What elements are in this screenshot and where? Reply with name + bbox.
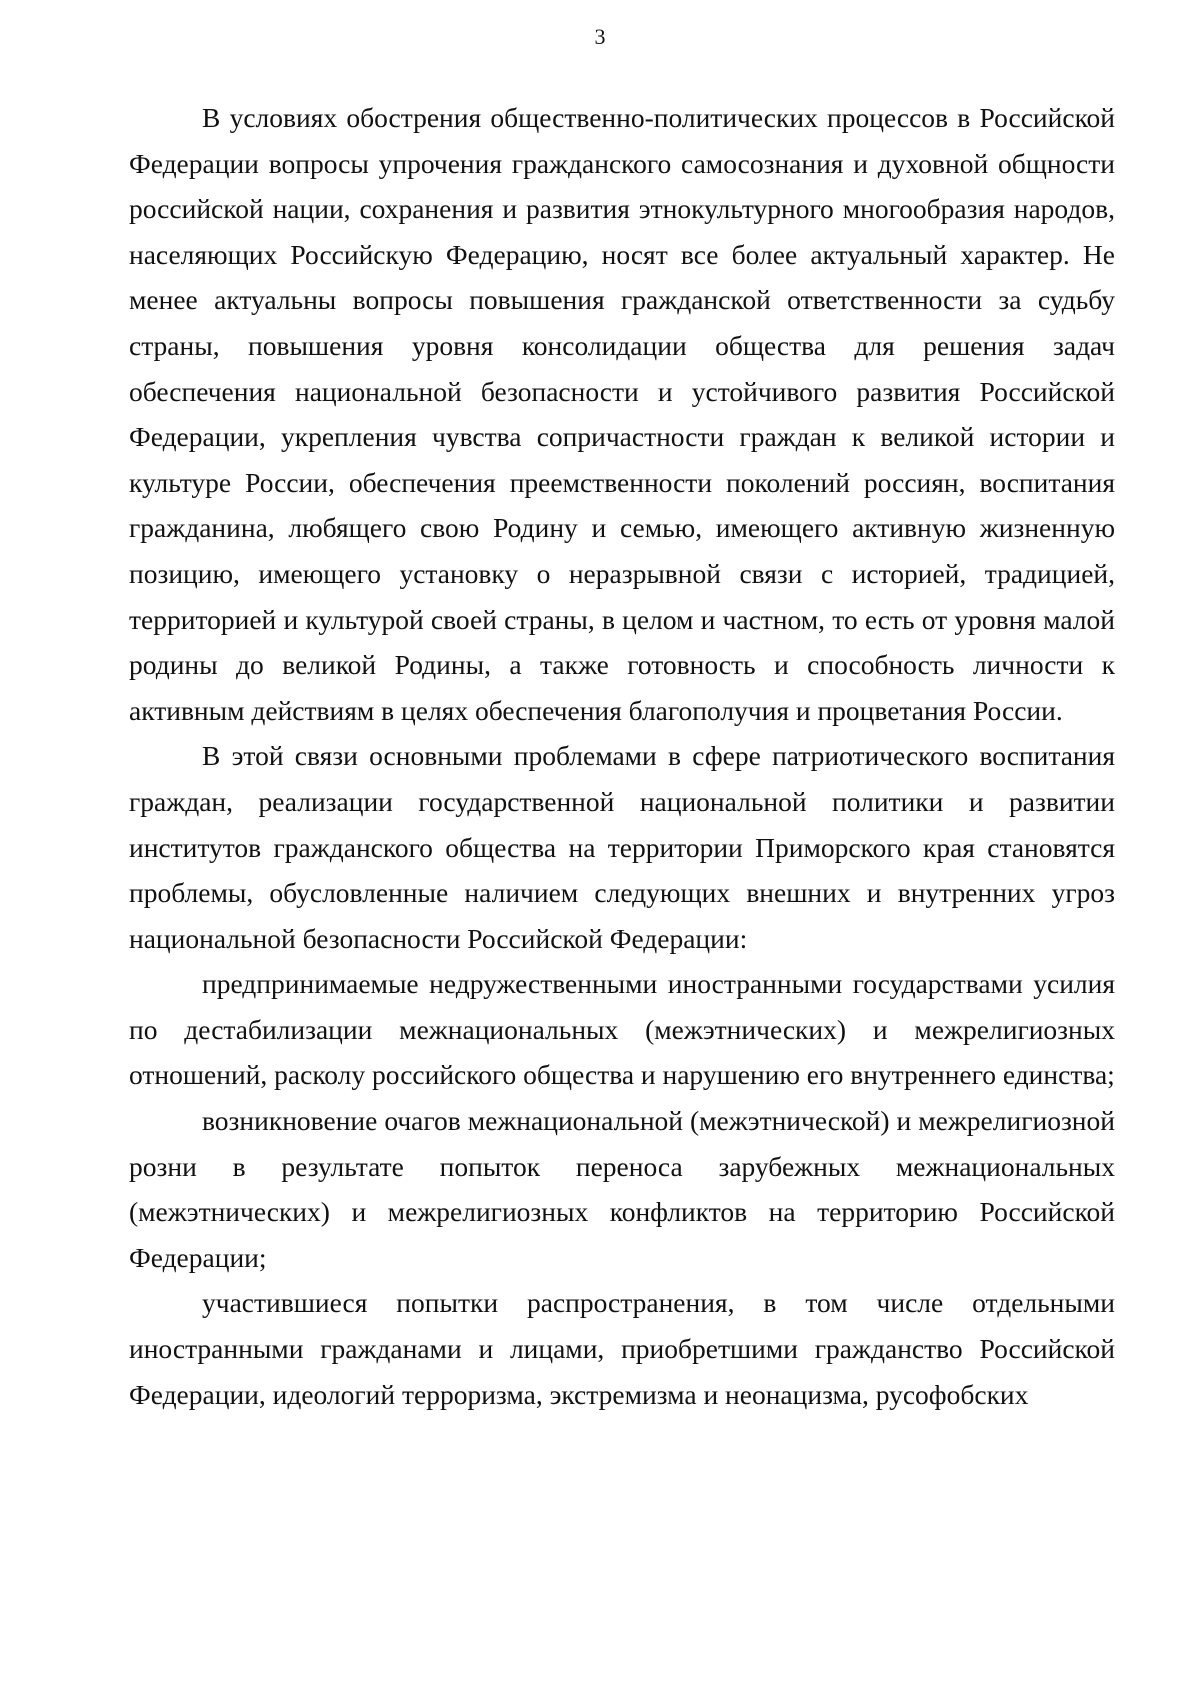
page-number: 3 (594, 24, 606, 49)
paragraph-intro: В условиях обострения общественно-политических процессов в Российской Федерации вопросы упрочения гражданского самосознания и духовной общности российской нации, сохранения и развития этнокультурного многообразия народов, населяющих Российскую Федерацию, носят все более актуальный характер. Не менее актуальны вопросы повышения гражданской ответственности за судьбу страны, повышения уровня консолидации общества для решения задач обеспечения национальной безопасности и устойчивого развития Российской Федерации, укрепления чувства сопричастности граждан к великой истории и культуре России, обеспечения преемственности поколений россиян, воспитания гражданина, любящего свою Родину и семью, имеющего активную жизненную позицию, имеющего установку о неразрывной связи с историей, традицией, территорией и культурой своей страны, в целом и частном, то есть от уровня малой родины до великой Родины, а также готовность и способность личности к активным действиям в целях обеспечения благополучия и процветания России. (129, 102, 1115, 726)
paragraph-threat-destabilization: предпринимаемые недружественными иностранными государствами усилия по дестабилизации межнациональных (межэтнических) и межрелигиозных отношений, расколу российского общества и нарушению его внутреннего единства; (129, 968, 1115, 1091)
paragraph-threat-ideologies: участившиеся попытки распространения, в том числе отдельными иностранными гражданами и лицами, приобретшими гражданство Российской Федерации, идеологий терроризма, экстремизма и неонацизма, русофобских (129, 1287, 1115, 1410)
paragraph-threat-conflicts: возникновение очагов межнациональной (межэтнической) и межрелигиозной розни в результате попыток переноса зарубежных межнациональных (межэтнических) и межрелигиозных конфликтов на территорию Российской Федерации; (129, 1105, 1115, 1273)
document-body (129, 95, 1115, 1417)
paragraph-problems: В этой связи основными проблемами в сфере патриотического воспитания граждан, реализации государственной национальной политики и развитии институтов гражданского общества на территории Приморского края становятся проблемы, обусловленные наличием следующих внешних и внутренних угроз национальной безопасности Российской Федерации: (129, 740, 1115, 954)
